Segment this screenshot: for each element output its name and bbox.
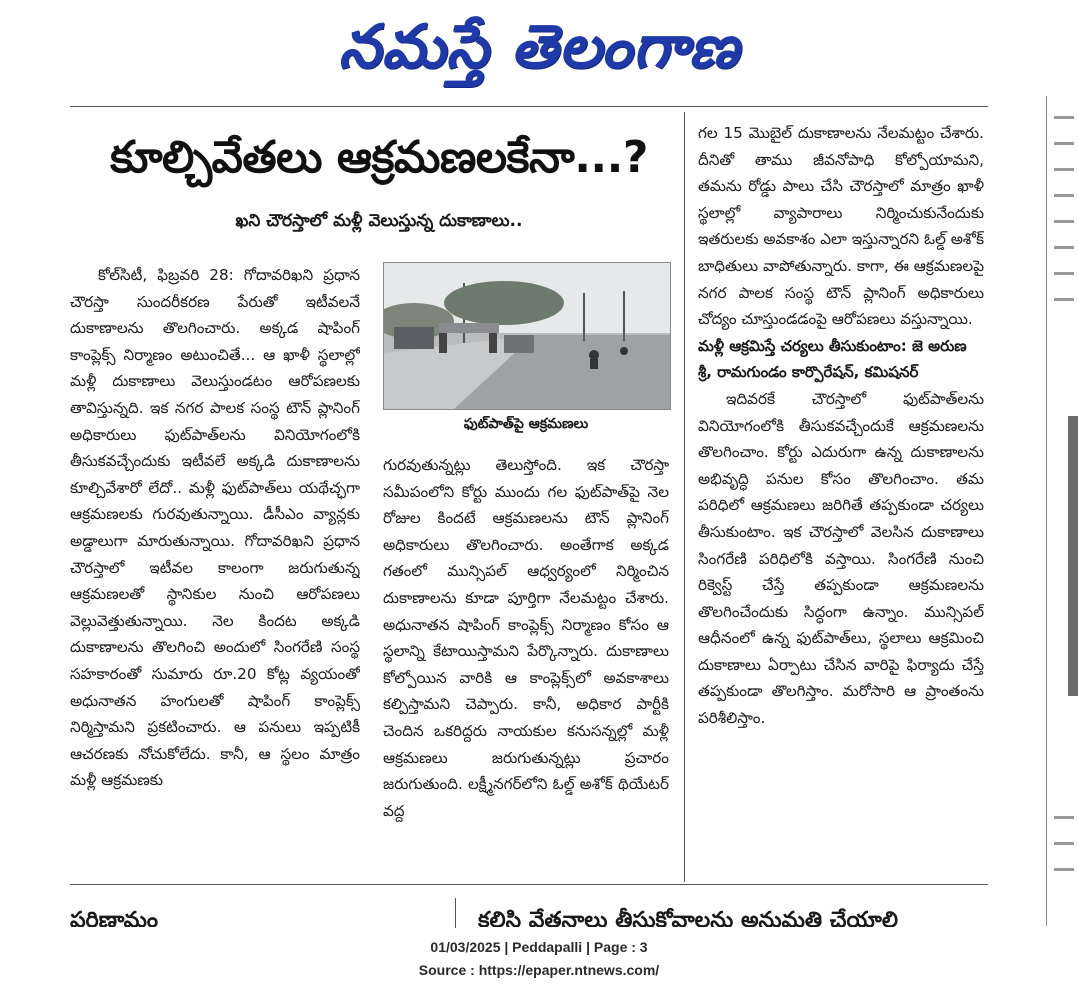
next-article-heading-left: పరిణామం [70,908,159,927]
adjacent-page-edge [1040,96,1078,926]
article-column-1 [70,262,360,874]
article-headline: కూల్చివేతలు ఆక్రమణలకేనా...? [110,132,648,183]
page-footer [0,936,1078,982]
photo-caption: ఫుట్‌పాత్‌పై ఆక్రమణలు [463,416,589,432]
article-column-3 [698,120,984,874]
article-column-2 [383,452,669,874]
article-subheadline: ఖని చౌరస్తాలో మళ్లీ వెలుస్తున్న దుకాణాలు.. [235,211,523,231]
column-3-text-part-1: గల 15 మొబైల్ దుకాణాలను నేలమట్టం చేశారు. దీనితో తాము జీవనోపాధి కోల్పోయామని, తమను రోడ్డు పాలు చేసి చౌరస్తాలో మాత్రం ఖాళీ స్థలాల్లో వ్యాపారాలు నిర్మించుకునేందుకు ఇతరులకు అవకాశం ఎలా ఇస్తున్నారని ఓల్డ్ అశోక్ బాధితులు వాపోతున్నారు. కాగా, ఈ ఆక్రమణలపై నగర పాలక సంస్థ టౌన్ ప్లానింగ్ అధికారులు చోద్యం చూస్తుండడంపై ఆరోపణలు వస్తున్నాయి. [698,124,984,329]
column-3-text-part-2: ఇదివరకే చౌరస్తాలో ఫుట్‌పాత్‌లను వినియోగంలోకి తీసుకవచ్చేందుకే ఆక్రమణలను తొలగించాం. కోర్టు ఎదురుగా ఉన్న దుకాణాలను అభివృద్ధి పనుల కోసం తొలగించాం. తమ పరిధిలో ఆక్రమణలు జరిగితే తప్పకుండా చర్యలు తీసుకుంటాం. ఇక చౌరస్తాలో వెలసిన దుకాణాలు సింగరేణి పరిధిలోకి వస్తాయి. సింగరేణి నుంచి రిక్వెస్ట్ చేస్తే తప్పకుండా ఆక్రమణలను తొలగించేందుకు సిద్ధంగా ఉన్నాం. మున్సిపల్ ఆధీనంలో ఉన్న ఫుట్‌పాత్‌లు, స్థలాలు ఆక్రమించి దుకాణాలు ఏర్పాటు చేసిన వారిపై ఫిర్యాదు చేస్తే తప్పకుండా తొలగిస్తాం. మరోసారి ఆ ప్రాంతంను పరిశీలిస్తాం. [698,389,984,728]
top-rule [70,106,988,107]
masthead [0,4,1078,90]
column-1-text: కోల్‌సిటీ, ఫిబ్రవరి 28: గోదావరిఖని ప్రధాన చౌరస్తా సుందరీకరణ పేరుతో ఇటీవలనే దుకాణాలను తొలగించారు. అక్కడ షాపింగ్ కాంప్లెక్స్ నిర్మాణం అటుంచితే... ఆ ఖాళీ స్థలాల్లో మళ్లీ దుకాణాలు వెలుస్తుండటం ఆరోపణలకు తావిస్తున్నది. ఇక నగర పాలక సంస్థ టౌన్ ప్లానింగ్ అధికారులు ఫుట్‌పాత్‌లను వినియోగంలోకి తీసుకవచ్చేందుకు ఇటీవలే అక్కడి దుకాణాలను కూల్చివేశారో లేదో.. మళ్లీ ఫుట్‌పాత్‌లు యథేచ్ఛగా ఆక్రమణలకు గురవుతున్నాయి. డీసీఎం వ్యాన్లకు అడ్డాలుగా మారుతున్నాయి. గోదావరిఖని ప్రధాన చౌరస్తాలో ఇటీవల కాలంగా జరుగుతున్న ఆక్రమణలతో స్థానికుల నుంచి ఆరోపణలు వెల్లువెత్తుతున్నాయి. నెల కిందట అక్కడి దుకాణాలను తొలగించి అందులో సింగరేణి సంస్థ సహకారంతో సుమారు రూ.20 కోట్ల వ్యయంతో అధునాతన హంగులతో షాపింగ్ కాంప్లెక్స్ నిర్మిస్తామని ప్రకటించారు. ఆ పనులు ఇప్పటికీ ఆచరణకు నోచుకోలేదు. కానీ, ఆ స్థలం మాత్రం మళ్లీ ఆక్రమణకు [70,266,360,790]
adjacent-page-fragment [1040,96,1078,926]
newspaper-logo: నమస్తే తెలంగాణ [338,12,740,82]
next-article-heading-right: కలిసి వేతనాలు తీసుకోవాలను అనుమతి చేయాలి [478,908,898,927]
commissioner-quote-heading: మళ్లీ ఆక్రమిస్తే చర్యలు తీసుకుంటాం: జె అరుణ శ్రీ, రామగుండం కార్పొరేషన్, కమిషనర్ [698,336,967,382]
footer-dateline: 01/03/2025 | Peddapalli | Page : 3 [430,939,648,955]
street-scene-image [384,263,670,409]
article-photo [383,262,671,410]
column-2-text: గురవుతున్నట్లు తెలుస్తోంది. ఇక చౌరస్తా సమీపంలోని కోర్టు ముందు గల ఫుట్‌పాత్‌పై నెల రోజుల కిందటే ఆక్రమణలను టౌన్ ప్లానింగ్ అధికారులు తొలగించారు. అంతేగాక అక్కడ గతంలో మున్సిపల్ ఆధ్వర్యంలో నిర్మించిన దుకాణాలను కూడా పూర్తిగా నేలమట్టం చేశారు. అధునాతన షాపింగ్ కాంప్లెక్స్ నిర్మాణం కోసం ఆ స్థలాన్ని కేటాయిస్తామని పేర్కొన్నారు. దుకాణాలు కోల్పోయిన వారికి ఆ కాంప్లెక్స్‌లో అవకాశాలు కల్పిస్తామని చెప్పారు. కానీ, అధికార పార్టీకి చెందిన ఒకరిద్దరు నాయకుల కనుసన్నల్లో మళ్లీ ఆక్రమణలు జరుగుతున్నట్లు ప్రచారం జరుగుతుంది. లక్ష్మీనగర్‌లోని ఓల్డ్ అశోక్ థియేటర్ వద్ద [383,456,669,820]
bottom-rule [70,884,988,885]
footer-source: Source : https://epaper.ntnews.com/ [418,962,660,978]
bottom-divider [455,898,456,928]
